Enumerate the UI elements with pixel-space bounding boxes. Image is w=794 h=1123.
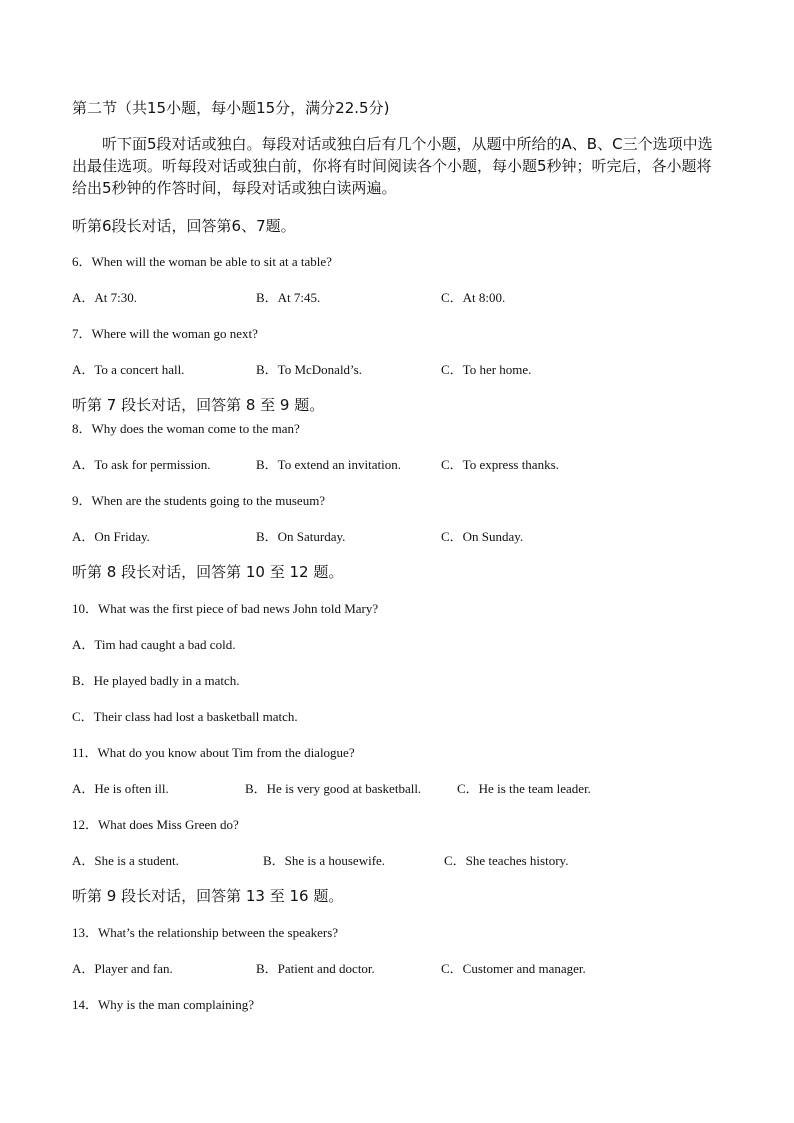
question-14-stem: 14．Why is the man complaining? <box>72 997 254 1012</box>
question-9-option-a: A．On Friday. <box>72 529 150 544</box>
question-10-option-b: B．He played badly in a match. <box>72 673 240 688</box>
question-6-option-a: A．At 7:30. <box>72 290 138 305</box>
question-11-option-c: C．He is the team leader. <box>457 781 591 796</box>
group-heading-8-9: 听第 7 段长对话，回答第 8 至 9 题。 <box>72 396 325 414</box>
question-12-stem: 12．What does Miss Green do? <box>72 817 239 832</box>
question-6-option-b: B．At 7:45. <box>256 290 321 305</box>
question-11-option-b: B．He is very good at basketball. <box>245 781 422 796</box>
question-13-stem: 13．What’s the relationship between the speakers? <box>72 925 339 940</box>
question-8-option-b: B．To extend an invitation. <box>256 457 401 472</box>
question-8-stem: 8．Why does the woman come to the man? <box>72 421 300 436</box>
question-7-option-a: A．To a concert hall. <box>72 362 185 377</box>
section-title: 第二节（共15小题，每小题15分，满分22.5分) <box>72 99 390 117</box>
question-8-option-a: A．To ask for permission. <box>72 457 211 472</box>
question-10-stem: 10．What was the first piece of bad news John told Mary? <box>72 601 379 616</box>
question-13-option-b: B．Patient and doctor. <box>256 961 375 976</box>
question-13-option-c: C．Customer and manager. <box>441 961 586 976</box>
group-heading-6-7: 听第6段长对话，回答第6、7题。 <box>72 217 296 235</box>
question-11-stem: 11．What do you know about Tim from the dialogue? <box>72 745 355 760</box>
question-6-stem: 6．When will the woman be able to sit at a table? <box>72 254 332 269</box>
question-10-option-c: C．Their class had lost a basketball match. <box>72 709 298 724</box>
question-9-option-b: B．On Saturday. <box>256 529 346 544</box>
question-7-option-c: C．To her home. <box>441 362 532 377</box>
question-9-stem: 9．When are the students going to the museum? <box>72 493 326 508</box>
question-6-option-c: C．At 8:00. <box>441 290 506 305</box>
question-12-option-a: A．She is a student. <box>72 853 179 868</box>
question-13-option-a: A．Player and fan. <box>72 961 173 976</box>
question-12-option-b: B．She is a housewife. <box>263 853 386 868</box>
question-7-stem: 7．Where will the woman go next? <box>72 326 258 341</box>
question-11-option-a: A．He is often ill. <box>72 781 169 796</box>
question-7-option-b: B．To McDonald’s. <box>256 362 362 377</box>
question-12-option-c: C．She teaches history. <box>444 853 569 868</box>
question-8-option-c: C．To express thanks. <box>441 457 559 472</box>
group-heading-10-12: 听第 8 段长对话，回答第 10 至 12 题。 <box>72 563 344 581</box>
section-instructions: 听下面5段对话或独白。每段对话或独白后有几个小题，从题中所给的A、B、C三个选项中选出最佳选项。听每段对话或独白前，你将有时间阅读各个小题，每小题5秒钟；听完后，各小题将给出5秒钟的作答时间，每段对话或独白读两遍。 <box>72 135 713 197</box>
group-heading-13-16: 听第 9 段长对话，回答第 13 至 16 题。 <box>72 887 344 905</box>
question-9-option-c: C．On Sunday. <box>441 529 524 544</box>
question-10-option-a: A．Tim had caught a bad cold. <box>72 637 236 652</box>
